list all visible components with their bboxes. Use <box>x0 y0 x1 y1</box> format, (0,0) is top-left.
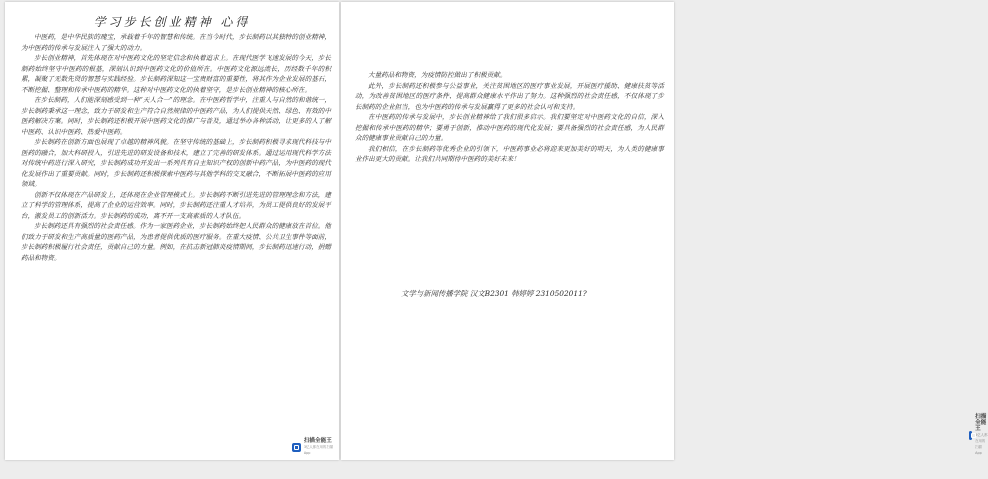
scanner-logo-icon <box>969 431 972 440</box>
paragraph: 大量药品和物资，为疫情防控做出了积极贡献。 <box>368 71 507 79</box>
paragraph: 步长创业精神，首先体现在对中医药文化的坚定信念和执着追求上。在现代医学飞速发展的今天，步长制药始终坚守中医药的根基，深刻认识到中医药文化的价值所在。中医药文化源远流长，历经数千年的积累，凝聚了无数先贤的智慧与实践经验。步长制药深知这一宝贵财富的重要性，将其作为企业发展的基石，不断挖掘、整理和传承中医药的精华。这种对中医药文化的执着坚守，是步长创业精神的核心所在。 <box>21 54 331 94</box>
paragraph: 在步长制药，人们能深刻感受到一种“天人合一”的理念。在中医药哲学中，注重人与自然的和谐统一，步长制药秉承这一理念，致力于研发和生产符合自然规律的中医药产品，为人们提供天然、绿色、有效的中医药解决方案。同时，步长制药还积极开展中医药文化的推广与普及，通过举办各种活动，让更多的人了解中医药、认识中医药、热爱中医药。 <box>21 96 331 136</box>
scanner-app-name: 扫描全能王 <box>975 414 987 432</box>
left-essay-body <box>21 32 331 263</box>
paragraph: 我们相信，在步长制药等优秀企业的引领下，中医药事业必将迎来更加美好的明天，为人类的健康事业作出更大的贡献。让我们共同期待中医药的美好未来！ <box>355 144 664 163</box>
scanner-app-tagline: 3亿人都在用的扫描App <box>303 445 334 455</box>
scanner-app-tagline: 3亿人都在用的扫描App <box>975 433 988 455</box>
left-page <box>5 2 339 460</box>
paragraph: 步长制药还具有强烈的社会责任感。作为一家医药企业，步长制药始终把人民群众的健康放在首位。他们致力于研发和生产高质量的医药产品，为患者提供优质的医疗服务。在重大疫情、公共卫生事件等面前，步长制药积极履行社会责任，贡献自己的力量。例如，在抗击新冠肺炎疫情期间，步长制药迅速行动，捐赠药品和物资。 <box>21 222 331 262</box>
author-signature: 文学与新闻传播学院 汉文B2301 韩婷婷 2310502011? <box>401 289 587 298</box>
paragraph: 此外，步长制药还积极参与公益事业，关注贫困地区的医疗事业发展，开展医疗援助、健康扶贫等活动，为改善贫困地区的医疗条件、提高群众健康水平作出了努力。这种强烈的社会责任感，不仅体现了步长制药的企业担当，也为中医药的传承与发展赢得了更多的社会认可和支持。 <box>355 81 664 111</box>
right-page <box>341 2 988 460</box>
scanner-app-name: 扫描全能王 <box>303 438 332 444</box>
essay-title: 学习步长创业精神 心得 <box>93 15 251 29</box>
right-essay-body <box>355 70 664 165</box>
paragraph: 步长制药在创新方面也展现了卓越的精神风貌。在坚守传统的基础上，步长制药积极寻求现代科技与中医药的融合，加大科研投入，引进先进的研发设备和技术，建立了完善的研发体系。通过运用现代科学方法对传统中药进行深入研究，步长制药成功开发出一系列具有自主知识产权的创新中药产品，为中医药的现代化发展作出了重要贡献。同时，步长制药还积极探索中医药与其他学科的交叉融合，不断拓展中医药的应用领域。 <box>21 138 331 188</box>
scanner-watermark <box>292 438 339 456</box>
paragraph: 在中医药的传承与发展中，步长创业精神给了我们很多启示。我们要坚定对中医药文化的自信，深入挖掘和传承中医药的精华；要勇于创新，推动中医药的现代化发展；要具备强烈的社会责任感，为人民群众的健康事业贡献自己的力量。 <box>355 113 664 142</box>
paragraph: 中医药，是中华民族的瑰宝，承载着千年的智慧和传统。在当今时代，步长制药以其独特的创业精神，为中医药的传承与发展注入了强大的动力。 <box>21 33 331 52</box>
scanner-logo-icon <box>292 443 301 452</box>
paragraph: 创新不仅体现在产品研发上，还体现在企业管理模式上。步长制药不断引进先进的管理理念和方法，建立了科学的管理体系，提高了企业的运营效率。同时，步长制药还注重人才培养，为员工提供良好的发展平台，激发员工的创新活力。步长制药的成功，离不开一支高素质的人才队伍。 <box>21 190 331 220</box>
scanner-watermark <box>969 414 988 456</box>
